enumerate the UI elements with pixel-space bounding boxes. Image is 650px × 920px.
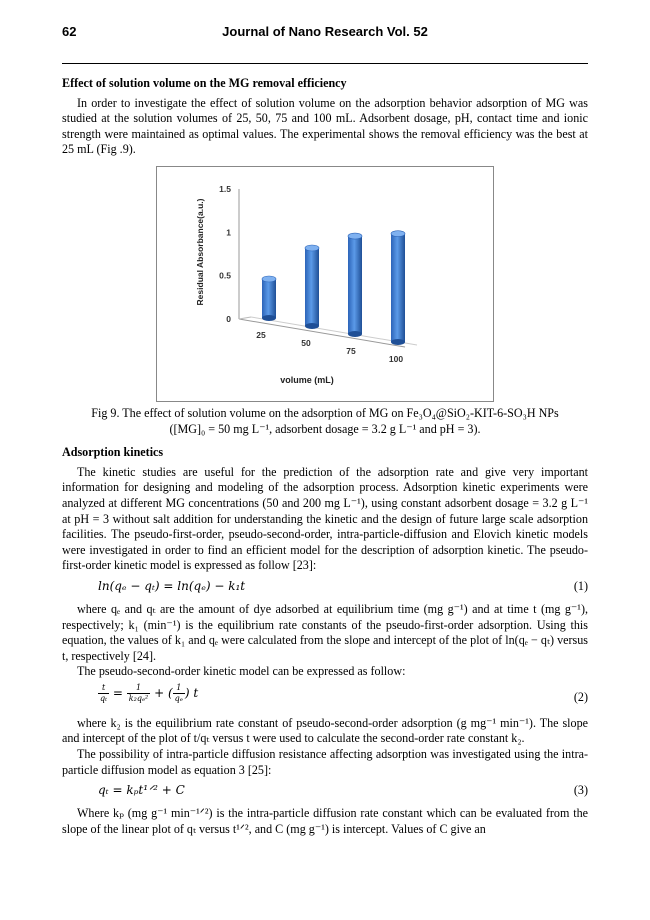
bar-cylinder-base bbox=[348, 331, 362, 337]
caption-line-2: ([MG]₀ = 50 mg L⁻¹, adsorbent dosage = 3.2 g L⁻¹ and pH = 3). bbox=[169, 421, 481, 436]
page-number: 62 bbox=[62, 24, 77, 39]
paragraph-kinetics-intro: The kinetic studies are useful for the prediction of the adsorption rate and give very important information for designing and modeling of the adsorption process. Adsorption kinetic experiments were analyzed at different MG concentrations (50 and 200 mg L⁻¹), using constant adsorbent dosage = 3.2 g L⁻¹ at pH = 3 without salt addition for understanding the kinetic and the design of future large scale adsorption facilities. The pseudo-first-order, pseudo-second-order, intra-particle-diffusion and Elovich kinetic models were investigated in order to find an efficient model for the description of adsorption kinetic. The pseudo-first-order kinetic model is expressed as follow [23]: bbox=[62, 464, 588, 573]
y-tick-label: 1 bbox=[226, 227, 231, 238]
bar-cylinder-top bbox=[262, 276, 276, 282]
equation-1-number: (1) bbox=[573, 578, 588, 593]
bar-cylinder-base bbox=[305, 323, 319, 329]
eq2-lhs-fraction: $\frac{t}{\text{qₜ}}$ bbox=[100, 682, 108, 703]
paragraph-eq3-description: Where kₚ (mg g⁻¹ min⁻¹ᐟ²) is the intra-particle diffusion rate constant which can be evaluated from the slope of the linear plot of qₜ versus t¹ᐟ², and C (mg g⁻¹) is intercept. Values of C give an bbox=[62, 806, 588, 836]
bar-cylinder-top bbox=[305, 245, 319, 251]
bar-cylinder-body bbox=[305, 248, 319, 326]
journal-title: Journal of Nano Research Vol. 52 bbox=[222, 24, 428, 39]
bar-chart bbox=[157, 167, 493, 401]
article-body bbox=[62, 76, 588, 837]
bar-cylinder-top bbox=[391, 231, 405, 237]
x-tick-label: 100 bbox=[388, 353, 404, 364]
y-tick-label: 1.5 bbox=[219, 183, 231, 194]
y-tick-label: 0.5 bbox=[219, 270, 231, 281]
chart-frame bbox=[156, 166, 494, 402]
y-tick-label: 0 bbox=[226, 313, 231, 324]
caption-line-1: Fig 9. The effect of solution volume on the adsorption of MG on Fe₃O₄@SiO₂-KIT-6-SO₃H NPs bbox=[91, 405, 559, 420]
paragraph-intraparticle-intro: The possibility of intra-particle diffusion resistance affecting adsorption was investigated using the intra-particle diffusion model as equation 3 [25]: bbox=[62, 747, 588, 777]
eq2-term2-fraction: $\frac{1}{\text{qₑ}}$ bbox=[174, 682, 183, 703]
header-rule bbox=[62, 63, 588, 64]
equation-3 bbox=[62, 781, 588, 803]
eq2-term1-fraction: $\frac{1}{\text{k₂qₑ²}}$ bbox=[128, 682, 149, 703]
equation-2-number: (2) bbox=[573, 689, 588, 704]
equation-2 bbox=[62, 683, 588, 713]
bar-cylinder-body bbox=[262, 279, 276, 318]
x-axis-label: volume (mL) bbox=[280, 374, 334, 385]
equation-1-body: ln(qₑ − qₜ) = ln(qₑ) − k₁t bbox=[98, 578, 246, 593]
section-heading-volume: Effect of solution volume on the MG removal efficiency bbox=[62, 76, 347, 90]
paragraph-eq2-description: where k₂ is the equilibrium rate constant of pseudo-second-order adsorption (g mg⁻¹ min⁻¹). The slope and intercept of the plot of t/qₜ versus t were used to calculate the second-order rate constant k₂. bbox=[62, 715, 588, 746]
equation-3-number: (3) bbox=[573, 783, 588, 798]
bar-cylinder-body bbox=[348, 236, 362, 334]
page-header bbox=[62, 24, 588, 44]
bar-cylinder-top bbox=[348, 233, 362, 239]
section-heading-kinetics: Adsorption kinetics bbox=[62, 445, 164, 460]
figure-9 bbox=[62, 166, 588, 437]
x-tick-label: 25 bbox=[256, 329, 266, 340]
floor-side-edge bbox=[239, 317, 251, 319]
paragraph-second-order-intro: The pseudo-second-order kinetic model can be expressed as follow: bbox=[77, 664, 406, 679]
paragraph-eq1-description: where qₑ and qₜ are the amount of dye adsorbed at equilibrium time (mg g⁻¹) and at time t (mg g⁻¹), respectively; k₁ (min⁻¹) is the equilibrium rate constants of the pseudo-first-order adsorption. Using this equation, the values of k₁ and qₑ were calculated from the slope and intercept of the plot of ln(qₑ − qₜ) versus t, respectively [24]. bbox=[62, 601, 588, 663]
bar-cylinder-base bbox=[262, 315, 276, 321]
equation-3-body: qₜ = kₚt¹ᐟ² + C bbox=[98, 783, 185, 798]
equation-1 bbox=[62, 577, 588, 599]
figure-caption bbox=[62, 406, 588, 437]
equation-2-body: $\frac{t}{\text{qₜ}}$ = $\frac{1}{\text{k₂qₑ²}}$ + ( $\frac{1}{\text{qₑ}}$ ) t bbox=[100, 682, 199, 703]
y-axis-label: Residual Absorbance(a.u.) bbox=[195, 198, 205, 306]
x-tick-label: 75 bbox=[346, 345, 356, 356]
bar-cylinder-base bbox=[391, 339, 405, 345]
paragraph-volume: In order to investigate the effect of solution volume on the adsorption behavior adsorption of MG was studied at the solution volumes of 25, 50, 75 and 100 mL. Adsorbent dosage, pH, contact time and ionic strength were maintained as optimal values. The experimental shows the removal efficiency was the best at 25 mL (Fig .9). bbox=[62, 95, 588, 157]
bar-cylinder-body bbox=[391, 234, 405, 342]
x-tick-label: 50 bbox=[301, 337, 311, 348]
